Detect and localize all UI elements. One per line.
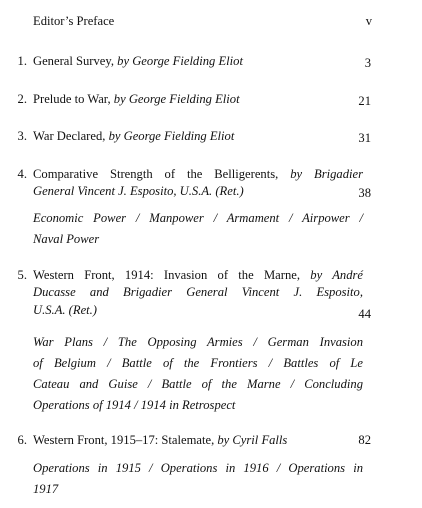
entry-title-line [33, 166, 363, 182]
entry-subtopics-line: Cateau and Guise / Battle of the Marne / Concluding [33, 377, 363, 391]
entry-author: by George Fielding Eliot [108, 129, 235, 143]
entry-subtopics-line: Operations in 1915 / Operations in 1916 / Operations in [33, 461, 363, 475]
entry-title: Comparative Strength of the Belligerents, [33, 167, 279, 181]
entry-title: Western Front, 1915–17: Stalemate, [33, 433, 215, 447]
entry-author-line [33, 183, 244, 199]
entry-number: 3. [17, 129, 27, 143]
preface-page-number: v [365, 14, 372, 28]
entry-subtopics-line: War Plans / The Opposing Armies / German Invasion [33, 335, 363, 349]
entry-number: 1. [17, 54, 27, 68]
entry-author: by André [310, 268, 363, 282]
entry-number: 2. [17, 92, 27, 106]
entry-title-line [33, 91, 240, 107]
entry-title: General Survey, [33, 54, 115, 68]
entry-number: 6. [17, 433, 27, 447]
entry-title: War Declared, [33, 129, 106, 143]
entry-page-number: 82 [358, 433, 371, 447]
entry-page-number: 3 [364, 56, 371, 70]
entry-title-line [33, 128, 234, 144]
entry-subtopics-line: of Belgium / Battle of the Frontiers / Battles of Le [33, 356, 363, 370]
entry-author: General Vincent J. Esposito, U.S.A. (Ret.) [33, 184, 244, 198]
entry-title-line [33, 432, 287, 448]
entry-subtopics-line: 1917 [33, 482, 59, 496]
entry-author-line [33, 302, 97, 318]
entry-author: Ducasse and Brigadier General Vincent J. Esposito, [33, 285, 363, 299]
entry-author: by George Fielding Eliot [117, 54, 243, 68]
preface-title: Editor’s Preface [33, 14, 115, 28]
entry-title: Prelude to War, [33, 92, 111, 106]
entry-author-line [33, 284, 363, 300]
entry-number: 4. [17, 167, 27, 181]
entry-page-number: 21 [358, 94, 371, 108]
entry-number: 5. [17, 268, 27, 282]
entry-subtopics-line: Naval Power [33, 232, 100, 246]
entry-author: U.S.A. (Ret.) [33, 303, 97, 317]
entry-subtopics-line: Economic Power / Manpower / Armament / Airpower / [33, 211, 363, 225]
entry-title-line [33, 267, 363, 283]
entry-page-number: 31 [358, 131, 371, 145]
entry-title: Western Front, 1914: Invasion of the Marne, [33, 268, 300, 282]
entry-page-number: 44 [358, 307, 371, 321]
entry-subtopics-line: Operations of 1914 / 1914 in Retrospect [33, 398, 236, 412]
entry-page-number: 38 [358, 186, 371, 200]
entry-title-line [33, 53, 243, 69]
entry-author: by Cyril Falls [217, 433, 288, 447]
entry-author: by Brigadier [290, 167, 363, 181]
entry-author: by George Fielding Eliot [113, 92, 240, 106]
